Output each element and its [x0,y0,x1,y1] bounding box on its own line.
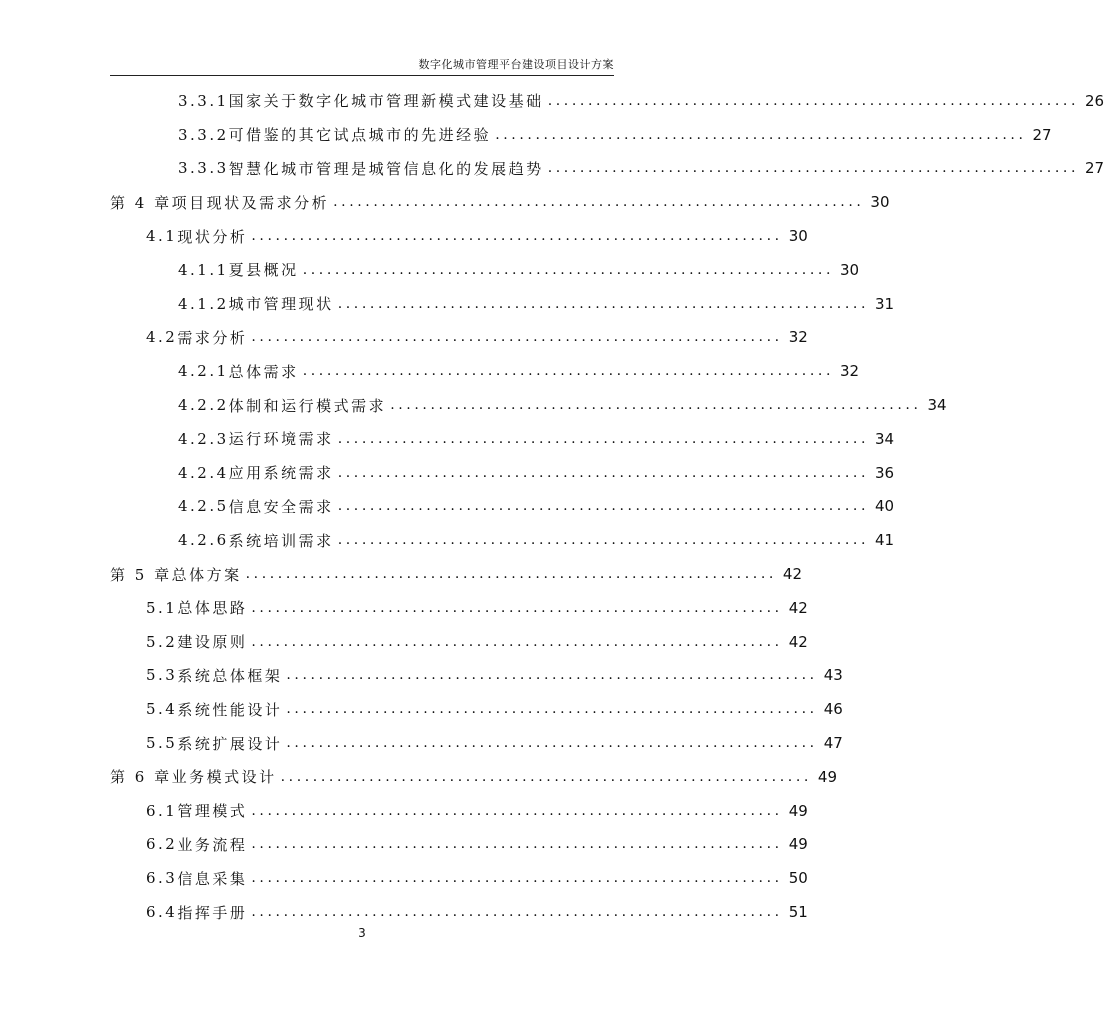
toc-entry-title: 智慧化城市管理是城管信息化的发展趋势 [228,159,544,178]
toc-entry-number: 3.3.2 [178,125,229,144]
toc-entry-title: 夏县概况 [228,261,299,280]
toc-entry-title: 系统总体框架 [177,666,283,685]
toc-entry-title: 总体思路 [177,599,248,618]
toc-entry-number: 第 6 章 [110,768,172,787]
toc-entry-title: 需求分析 [177,328,248,347]
toc-entry-number: 3.3.1 [178,91,229,110]
toc-section[interactable] [0,591,808,625]
dot-leader: .................................................................. [251,802,783,819]
dot-leader: .................................................................. [302,261,834,278]
toc-entry-number: 6.4 [146,903,178,922]
table-of-contents [0,84,1104,929]
toc-entry-title: 业务流程 [177,835,248,854]
toc-entry-page: 42 [788,632,808,651]
toc-entry-number: 5.5 [146,734,178,753]
document-title: 数字化城市管理平台建设项目设计方案 [418,58,614,71]
toc-section[interactable] [0,794,808,828]
toc-entry[interactable] [0,490,895,524]
toc-entry[interactable] [0,118,1052,152]
dot-leader: .................................................................. [286,667,818,684]
toc-section[interactable] [0,659,843,693]
toc-entry-page: 49 [788,835,808,854]
toc-entry-title: 运行环境需求 [228,430,334,449]
dot-leader: .................................................................. [337,295,869,312]
dot-leader: .................................................................. [337,498,869,515]
toc-entry-page: 43 [823,666,843,685]
dot-leader: .................................................................. [251,904,783,921]
dot-leader: .................................................................. [251,633,783,650]
toc-section[interactable] [0,321,808,355]
toc-chapter[interactable] [0,185,890,219]
toc-entry-page: 49 [817,767,838,786]
toc-entry-number: 5.1 [146,598,178,617]
toc-entry-number: 4.2.6 [178,531,229,550]
toc-entry-number: 4.1.1 [178,260,229,279]
toc-entry-page: 32 [788,328,808,347]
toc-entry-title: 指挥手册 [177,903,248,922]
toc-entry[interactable] [0,523,895,557]
dot-leader: .................................................................. [251,836,783,853]
toc-entry-number: 6.2 [146,835,178,854]
dot-leader: .................................................................. [337,464,869,481]
toc-entry-page: 47 [823,734,843,753]
toc-entry-page: 50 [788,869,808,888]
toc-entry-title: 建设原则 [177,633,248,652]
toc-entry-number: 第 4 章 [110,193,172,212]
toc-entry-title: 现状分析 [177,227,248,246]
toc-entry[interactable] [0,287,895,321]
toc-entry-number: 4.2.2 [178,396,229,415]
toc-entry-title: 系统培训需求 [228,531,334,550]
toc-entry-number: 4.2.5 [178,497,229,516]
toc-entry[interactable] [0,422,895,456]
toc-entry-number: 3.3.3 [178,159,229,178]
toc-entry-number: 4.2.1 [178,362,229,381]
toc-entry-number: 6.3 [146,869,178,888]
toc-entry-page: 32 [840,362,860,381]
toc-entry-page: 49 [788,801,808,820]
page-number: 3 [358,926,366,940]
toc-entry-number: 4.2.3 [178,429,229,448]
toc-entry[interactable] [0,253,860,287]
toc-entry-page: 46 [823,700,843,719]
toc-section[interactable] [0,219,808,253]
toc-entry-page: 31 [875,294,895,313]
dot-leader: .................................................................. [547,92,1079,109]
dot-leader: .................................................................. [302,363,834,380]
toc-entry-page: 27 [1085,159,1104,178]
toc-entry-title: 业务模式设计 [171,768,277,787]
dot-leader: .................................................................. [251,870,783,887]
toc-entry-number: 4.2 [146,328,178,347]
toc-entry-title: 系统扩展设计 [177,734,283,753]
toc-chapter[interactable] [0,760,838,794]
toc-entry-page: 30 [870,193,890,212]
toc-entry-title: 信息安全需求 [228,497,334,516]
dot-leader: .................................................................. [251,228,783,245]
page-header [110,55,614,76]
toc-entry-title: 项目现状及需求分析 [171,193,330,212]
toc-entry-number: 4.1.2 [178,294,229,313]
toc-entry-title: 城市管理现状 [228,295,334,314]
toc-section[interactable] [0,861,808,895]
toc-section[interactable] [0,895,808,929]
toc-entry-title: 总体方案 [171,565,242,584]
toc-chapter[interactable] [0,557,803,591]
dot-leader: .................................................................. [251,329,783,346]
toc-entry-page: 34 [875,429,895,448]
toc-entry-page: 51 [788,903,808,922]
toc-entry-page: 30 [788,227,808,246]
dot-leader: .................................................................. [333,194,865,211]
toc-entry-number: 4.1 [146,227,178,246]
toc-entry-number: 5.3 [146,666,178,685]
toc-entry-page: 40 [875,497,895,516]
toc-entry-page: 42 [788,598,808,617]
dot-leader: .................................................................. [547,160,1079,177]
toc-entry-page: 42 [782,565,803,584]
toc-entry-number: 4.2.4 [178,463,229,482]
toc-entry[interactable] [0,354,860,388]
toc-entry[interactable] [0,388,947,422]
toc-entry-page: 41 [875,531,895,550]
dot-leader: .................................................................. [286,735,818,752]
toc-entry-title: 系统性能设计 [177,700,283,719]
dot-leader: .................................................................. [280,768,812,785]
toc-entry[interactable] [0,84,1104,118]
toc-section[interactable] [0,828,808,862]
toc-entry[interactable] [0,456,895,490]
toc-entry-page: 34 [927,396,947,415]
toc-entry-title: 可借鉴的其它试点城市的先进经验 [228,126,492,145]
toc-entry-page: 26 [1085,91,1104,110]
dot-leader: .................................................................. [251,599,783,616]
dot-leader: .................................................................. [495,126,1027,143]
dot-leader: .................................................................. [337,430,869,447]
toc-entry-page: 27 [1032,125,1052,144]
toc-entry-page: 30 [840,260,860,279]
dot-leader: .................................................................. [337,532,869,549]
toc-entry-title: 体制和运行模式需求 [228,396,387,415]
toc-entry-title: 应用系统需求 [228,464,334,483]
toc-section[interactable] [0,726,843,760]
toc-entry-number: 6.1 [146,801,178,820]
dot-leader: .................................................................. [390,397,922,414]
toc-entry-title: 信息采集 [177,869,248,888]
toc-section[interactable] [0,625,808,659]
toc-entry[interactable] [0,152,1104,186]
toc-section[interactable] [0,692,843,726]
toc-entry-page: 36 [875,463,895,482]
toc-entry-number: 5.4 [146,700,178,719]
dot-leader: .................................................................. [245,566,777,583]
toc-entry-number: 第 5 章 [110,565,172,584]
toc-entry-title: 管理模式 [177,802,248,821]
toc-entry-title: 国家关于数字化城市管理新模式建设基础 [228,92,544,111]
toc-entry-number: 5.2 [146,632,178,651]
toc-entry-title: 总体需求 [228,362,299,381]
dot-leader: .................................................................. [286,701,818,718]
